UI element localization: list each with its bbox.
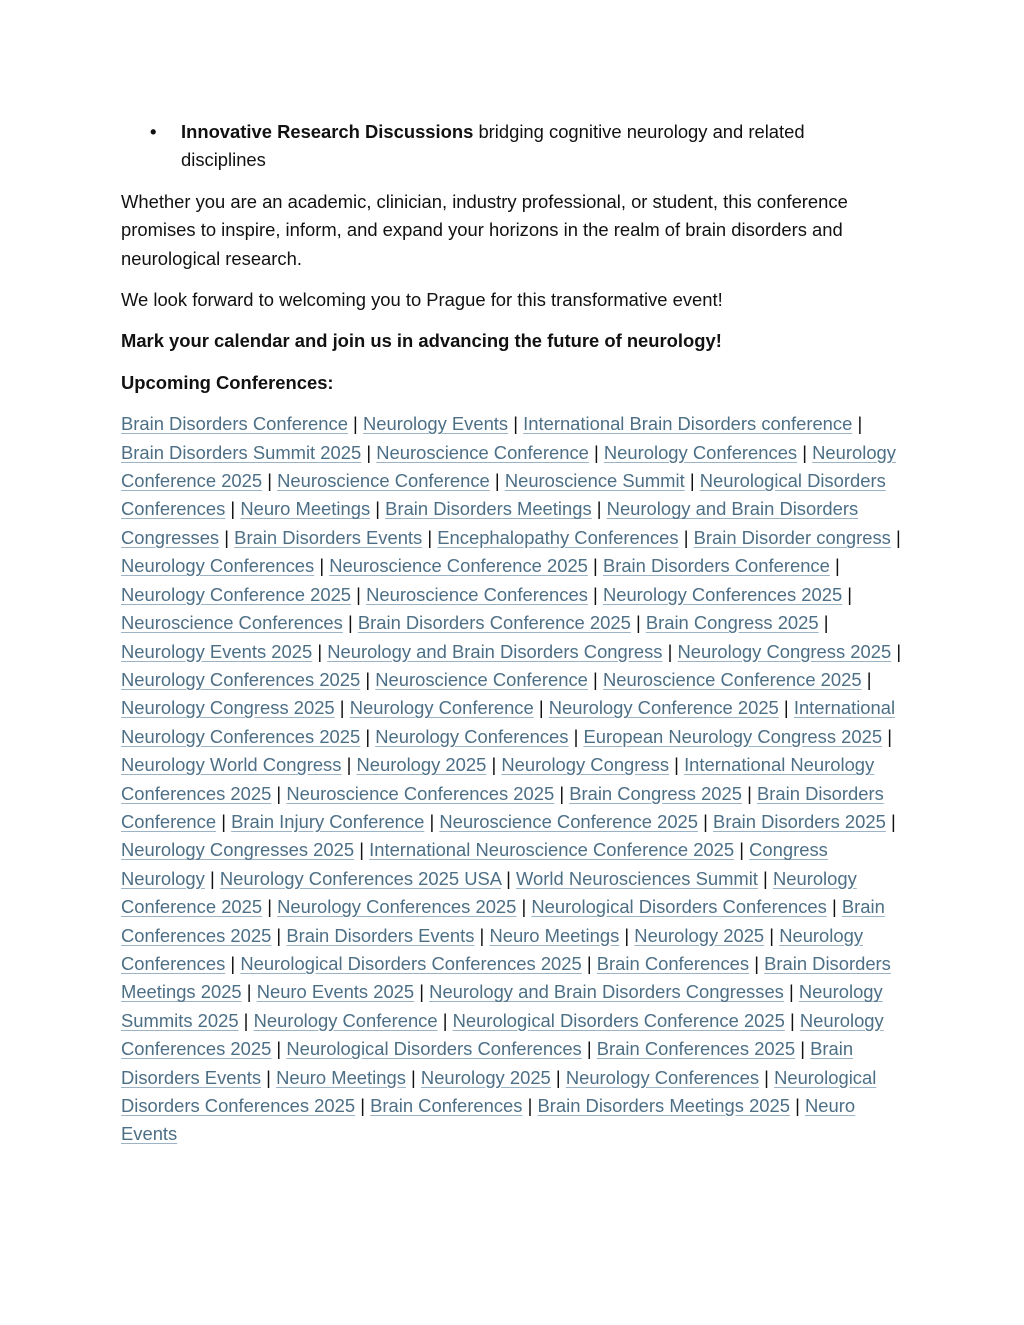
conference-link[interactable]: Neurology Conference 2025 xyxy=(548,697,779,719)
conference-link[interactable]: Neurology Conference xyxy=(349,697,534,719)
conference-link[interactable]: Neurological Disorders Conferences xyxy=(286,1038,582,1060)
link-separator: | xyxy=(683,526,689,548)
conference-link[interactable]: Neuroscience Conference 2025 xyxy=(602,668,862,690)
link-separator: | xyxy=(800,1038,806,1060)
link-separator: | xyxy=(319,555,325,577)
link-separator: | xyxy=(586,1038,592,1060)
bullet-text: bridging cognitive neurology and related disciplines xyxy=(181,121,805,171)
link-separator: | xyxy=(521,896,527,918)
conference-link[interactable]: Neuro Events xyxy=(121,1095,856,1145)
link-separator: | xyxy=(276,1038,282,1060)
link-separator: | xyxy=(593,583,598,605)
conference-link[interactable]: Neurology 2025 xyxy=(420,1066,551,1088)
conference-link[interactable]: Neurology World Congress xyxy=(121,754,342,776)
link-separator: | xyxy=(317,640,323,662)
link-separator: | xyxy=(834,555,840,577)
link-separator: | xyxy=(593,555,598,577)
conference-link[interactable]: Neuro Meetings xyxy=(240,498,371,520)
link-separator: | xyxy=(783,697,789,719)
link-separator: | xyxy=(887,725,892,747)
link-separator: | xyxy=(667,640,673,662)
conference-link[interactable]: Brain Disorders Events xyxy=(121,1038,854,1088)
intro-paragraph: Whether you are an academic, clinician, industry professional, or student, this conference promises to inspire, inform, and expand your horizons in the realm of brain disorders and neurological research. xyxy=(121,190,848,269)
link-separator: | xyxy=(243,1009,249,1031)
link-separator: | xyxy=(375,498,381,520)
link-separator: | xyxy=(346,754,352,776)
link-separator: | xyxy=(221,810,226,832)
link-separator: | xyxy=(764,1066,769,1088)
link-separator: | xyxy=(896,526,901,548)
conference-link[interactable]: Brain Congress 2025 xyxy=(569,782,742,804)
link-separator: | xyxy=(527,1095,533,1116)
conference-link[interactable]: Brain Conferences 2025 xyxy=(596,1038,796,1060)
link-separator: | xyxy=(267,896,273,918)
link-separator: | xyxy=(538,697,544,719)
link-separator: | xyxy=(494,470,500,492)
bullet-icon: • xyxy=(150,121,157,142)
link-separator: | xyxy=(747,782,752,804)
conference-link[interactable]: Neuroscience Conference xyxy=(277,470,490,492)
conference-link[interactable]: Brain Injury Conference xyxy=(231,810,425,832)
link-separator: | xyxy=(209,867,215,889)
conference-link[interactable]: Brain Disorders Summit 2025 xyxy=(121,441,362,463)
conference-link[interactable]: Neurology 2025 xyxy=(356,754,487,776)
conference-link[interactable]: Neurology Conferences 2025 xyxy=(121,668,361,690)
conference-link[interactable]: Neuroscience Summit xyxy=(504,470,685,492)
conference-link[interactable]: Neuroscience Conferences 2025 xyxy=(286,782,555,804)
conference-link[interactable]: World Neurosciences Summit xyxy=(516,867,758,889)
conference-link[interactable]: Neuroscience Conference xyxy=(375,668,588,690)
feature-list xyxy=(121,118,904,175)
link-separator: | xyxy=(339,697,345,719)
conference-link[interactable]: Neuroscience Conference xyxy=(376,441,589,463)
link-separator: | xyxy=(276,924,282,946)
link-separator: | xyxy=(442,1009,448,1031)
conference-link[interactable]: Brain Disorders Meetings 2025 xyxy=(121,952,891,1003)
conference-link[interactable]: Neurology and Brain Disorders Congresses xyxy=(429,981,784,1003)
conference-link[interactable]: Brain Conferences xyxy=(596,952,750,974)
link-separator: | xyxy=(427,526,433,548)
link-separator: | xyxy=(419,981,425,1003)
link-separator: | xyxy=(847,583,853,605)
link-separator: | xyxy=(246,981,252,1003)
conference-link[interactable]: Neurology Conference 2025 xyxy=(121,867,857,918)
link-separator: | xyxy=(703,810,708,832)
link-separator: | xyxy=(230,498,236,520)
conference-link[interactable]: Brain Conferences xyxy=(370,1095,523,1116)
conference-link[interactable]: International Neuroscience Conference 2025 xyxy=(369,839,735,861)
conference-link[interactable]: Neurology and Brain Disorders Congress xyxy=(327,640,663,662)
conference-link[interactable]: Neurology Events 2025 xyxy=(121,640,313,662)
conference-link[interactable]: Brain Disorders Events xyxy=(234,526,423,548)
conference-link[interactable]: International Brain Disorders conference xyxy=(523,413,853,435)
link-separator: | xyxy=(266,1066,271,1088)
conference-link[interactable]: Neurology Conference 2025 xyxy=(121,441,896,492)
link-separator: | xyxy=(624,924,630,946)
link-separator: | xyxy=(831,896,837,918)
link-separator: | xyxy=(857,413,863,435)
link-separator: | xyxy=(573,725,579,747)
link-separator: | xyxy=(479,924,485,946)
conference-link[interactable]: Brain Disorder congress xyxy=(693,526,891,548)
conference-link[interactable]: Encephalopathy Conferences xyxy=(437,526,679,548)
link-separator: | xyxy=(276,782,282,804)
conference-link[interactable]: Neurology Conferences 2025 xyxy=(121,1009,884,1060)
conference-link[interactable]: Neurology Conferences xyxy=(121,555,315,577)
link-separator: | xyxy=(689,470,695,492)
conference-link[interactable]: Neurology Conferences xyxy=(121,924,864,974)
conference-link[interactable]: Neurology Conference 2025 xyxy=(121,583,352,605)
conference-link[interactable]: International Neurology Conferences 2025 xyxy=(121,697,896,747)
link-separator: | xyxy=(789,981,794,1003)
conference-link[interactable]: Neurology Conference xyxy=(253,1009,438,1031)
conference-link[interactable]: Neuroscience Conference 2025 xyxy=(439,810,699,832)
conference-links xyxy=(121,410,904,1149)
conference-link[interactable]: Neuro Meetings xyxy=(276,1066,406,1088)
conference-link[interactable]: Brain Disorders Meetings xyxy=(385,498,592,520)
link-separator: | xyxy=(635,612,641,634)
conference-link[interactable]: Neurological Disorders Conferences xyxy=(531,896,827,918)
link-separator: | xyxy=(790,1009,795,1031)
conference-link[interactable]: Brain Disorders Conference xyxy=(602,555,830,577)
link-separator: | xyxy=(359,839,364,861)
link-separator: | xyxy=(559,782,565,804)
conference-link[interactable]: Neuro Meetings xyxy=(489,924,620,946)
link-separator: | xyxy=(365,725,371,747)
conference-link[interactable]: Neurological Disorders Conferences 2025 xyxy=(121,1066,877,1116)
conference-link[interactable]: Neurology Conferences xyxy=(603,441,798,463)
conference-link[interactable]: Neurology Congress 2025 xyxy=(121,697,335,719)
link-separator: | xyxy=(360,1095,366,1116)
conference-link[interactable]: Brain Disorders Conference xyxy=(121,782,884,832)
conference-link[interactable]: Neurology Conferences 2025 xyxy=(602,583,843,605)
link-separator: | xyxy=(347,612,353,634)
link-separator: | xyxy=(356,583,361,605)
link-separator: | xyxy=(224,526,230,548)
conference-link[interactable]: Neurological Disorders Conferences 2025 xyxy=(240,952,582,974)
link-separator: | xyxy=(365,668,371,690)
conference-link[interactable]: Neuro Events 2025 xyxy=(256,981,415,1003)
conference-link[interactable]: Neurology Conferences xyxy=(375,725,569,747)
conference-link[interactable]: Neurology Conferences 2025 xyxy=(277,896,517,918)
link-separator: | xyxy=(739,839,745,861)
conference-link[interactable]: Neurological Disorders Conferences xyxy=(121,470,886,520)
link-separator: | xyxy=(513,413,519,435)
welcome-paragraph: We look forward to welcoming you to Prague for this transformative event! xyxy=(121,289,723,311)
bullet-bold-text: Innovative Research Discussions xyxy=(181,121,474,142)
link-separator: | xyxy=(823,612,829,634)
conference-link[interactable]: Neuroscience Conferences xyxy=(366,583,588,605)
upcoming-heading: Upcoming Conferences: xyxy=(121,371,334,393)
link-separator: | xyxy=(596,498,602,520)
conference-link[interactable]: European Neurology Congress 2025 xyxy=(583,725,883,747)
link-separator: | xyxy=(586,952,592,974)
conference-link[interactable]: Neurology Conferences xyxy=(565,1066,760,1088)
link-separator: | xyxy=(890,810,896,832)
link-separator: | xyxy=(267,470,273,492)
conference-link[interactable]: Brain Disorders Conference xyxy=(121,413,348,435)
link-separator: | xyxy=(674,754,679,776)
conference-link[interactable]: Neuroscience Conference 2025 xyxy=(329,555,588,577)
link-separator: | xyxy=(593,668,598,690)
conference-link[interactable]: Neurology Congresses 2025 xyxy=(121,839,355,861)
link-separator: | xyxy=(866,668,872,690)
conference-link[interactable]: Neurology Conferences 2025 USA xyxy=(219,867,501,889)
list-item xyxy=(121,118,831,175)
link-separator: | xyxy=(555,1066,561,1088)
link-separator: | xyxy=(411,1066,416,1088)
conference-link[interactable]: Neurology Congress xyxy=(501,754,670,776)
link-separator: | xyxy=(506,867,511,889)
conference-link[interactable]: Brain Disorders Conference 2025 xyxy=(357,612,631,634)
link-separator: | xyxy=(594,441,599,463)
conference-link[interactable]: Neurological Disorders Conference 2025 xyxy=(452,1009,785,1031)
conference-link[interactable]: Brain Disorders 2025 xyxy=(713,810,886,832)
conference-link[interactable]: Brain Disorders Events xyxy=(286,924,475,946)
link-separator: | xyxy=(366,441,372,463)
conference-link[interactable]: Brain Conferences 2025 xyxy=(121,896,885,946)
conference-link[interactable]: International Neurology Conferences 2025 xyxy=(121,754,875,804)
link-separator: | xyxy=(763,867,768,889)
link-separator: | xyxy=(802,441,808,463)
link-separator: | xyxy=(491,754,497,776)
call-to-action: Mark your calendar and join us in advancing the future of neurology! xyxy=(121,330,722,352)
conference-link[interactable]: Brain Congress 2025 xyxy=(645,612,819,634)
conference-link[interactable]: Neurology Congress 2025 xyxy=(677,640,892,662)
link-separator: | xyxy=(769,924,775,946)
conference-link[interactable]: Neurology Summits 2025 xyxy=(121,981,883,1031)
link-separator: | xyxy=(795,1095,800,1116)
conference-link[interactable]: Congress Neurology xyxy=(121,839,828,889)
link-separator: | xyxy=(230,952,236,974)
link-separator: | xyxy=(896,640,902,662)
conference-link[interactable]: Brain Disorders Meetings 2025 xyxy=(537,1095,790,1116)
conference-link[interactable]: Neurology and Brain Disorders Congresses xyxy=(121,498,859,548)
conference-link[interactable]: Neurology Events xyxy=(362,413,509,435)
conference-link[interactable]: Neurology 2025 xyxy=(634,924,765,946)
link-separator: | xyxy=(754,952,760,974)
link-separator: | xyxy=(429,810,435,832)
link-separator: | xyxy=(353,413,358,435)
conference-link[interactable]: Neuroscience Conferences xyxy=(121,612,343,634)
